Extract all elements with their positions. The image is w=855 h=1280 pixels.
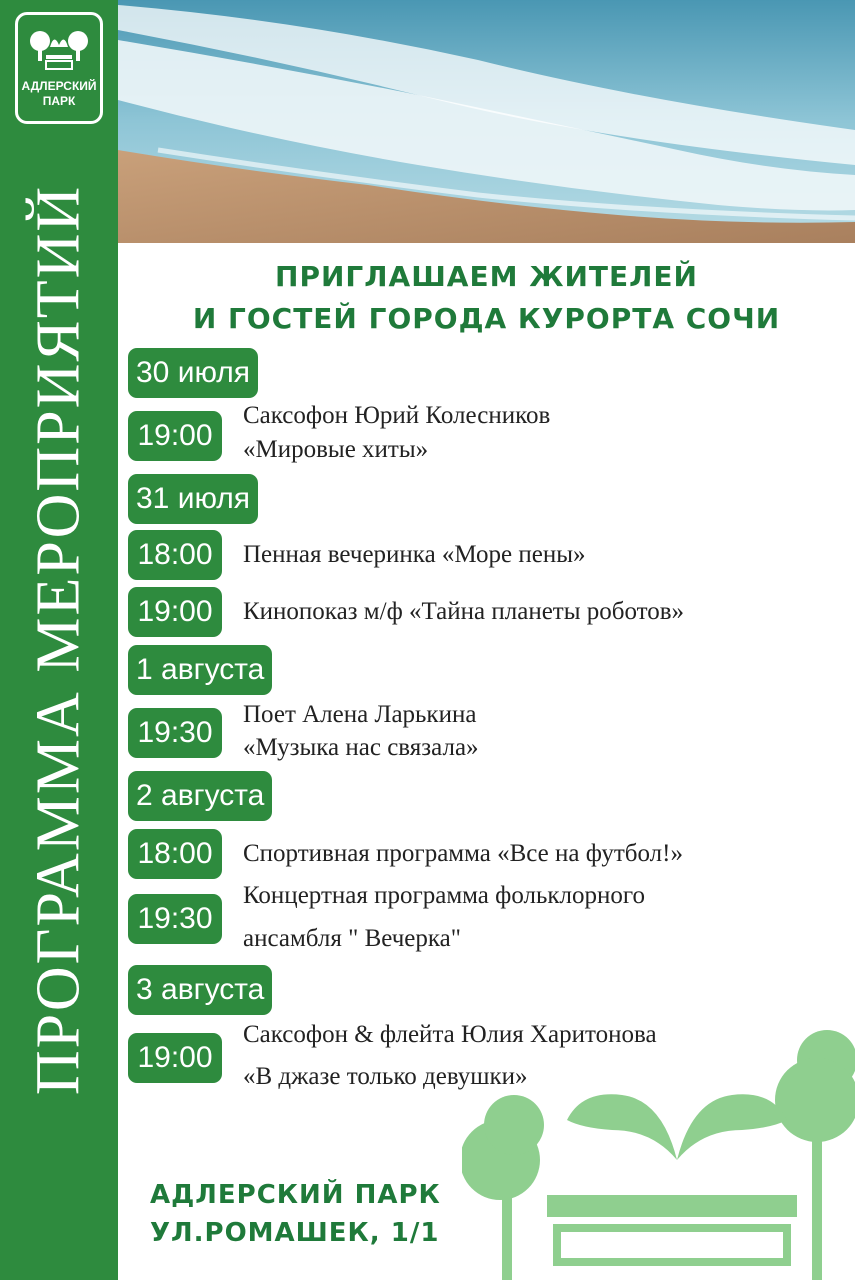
event-title: Саксофон & флейта Юлия Харитонова <box>243 1021 657 1048</box>
time-badge: 19:00 <box>128 587 222 637</box>
date-badge: 30 июля <box>128 348 258 398</box>
event-title: Пенная вечеринка «Море пены» <box>243 541 586 568</box>
time-badge: 18:00 <box>128 530 222 580</box>
venue-address: УЛ.РОМАШЕК, 1/1 <box>150 1218 440 1248</box>
invitation-headline <box>118 256 855 340</box>
date-badge: 1 августа <box>128 645 272 695</box>
event-title: Кинопоказ м/ф «Тайна планеты роботов» <box>243 598 685 625</box>
time-badge: 19:00 <box>128 1033 222 1083</box>
logo-line-2: ПАРК <box>42 94 76 108</box>
park-logo-icon <box>28 25 90 75</box>
vertical-program-title: ПРОГРАММА МЕРОПРИЯТИЙ <box>24 184 93 1096</box>
date-badge: 3 августа <box>128 965 272 1015</box>
logo-text <box>18 79 100 109</box>
event-title: Концертная программа фольклорного <box>243 882 646 909</box>
time-badge: 19:00 <box>128 411 222 461</box>
event-title: Спортивная программа «Все на футбол!» <box>243 840 683 867</box>
venue-name: АДЛЕРСКИЙ ПАРК <box>150 1180 441 1210</box>
park-logo <box>15 12 103 124</box>
event-title: Поет Алена Ларькина <box>243 701 477 728</box>
venue-info <box>150 1176 441 1252</box>
event-subtitle: ансамбля " Вечерка" <box>243 925 461 952</box>
time-badge: 18:00 <box>128 829 222 879</box>
sea-waves-image <box>118 0 855 243</box>
event-subtitle: «Мировые хиты» <box>243 436 429 463</box>
event-subtitle: «Музыка нас связала» <box>243 734 479 761</box>
headline-line-2: И ГОСТЕЙ ГОРОДА КУРОРТА СОЧИ <box>192 302 781 335</box>
time-badge: 19:30 <box>128 708 222 758</box>
date-badge: 31 июля <box>128 474 258 524</box>
date-badge: 2 августа <box>128 771 272 821</box>
logo-line-1: АДЛЕРСКИЙ <box>21 79 97 93</box>
event-subtitle: «В джазе только девушки» <box>243 1063 528 1090</box>
headline-line-1: ПРИГЛАШАЕМ ЖИТЕЛЕЙ <box>275 260 698 293</box>
sidebar <box>0 0 118 1280</box>
event-title: Саксофон Юрий Колесников <box>243 402 551 429</box>
time-badge: 19:30 <box>128 894 222 944</box>
